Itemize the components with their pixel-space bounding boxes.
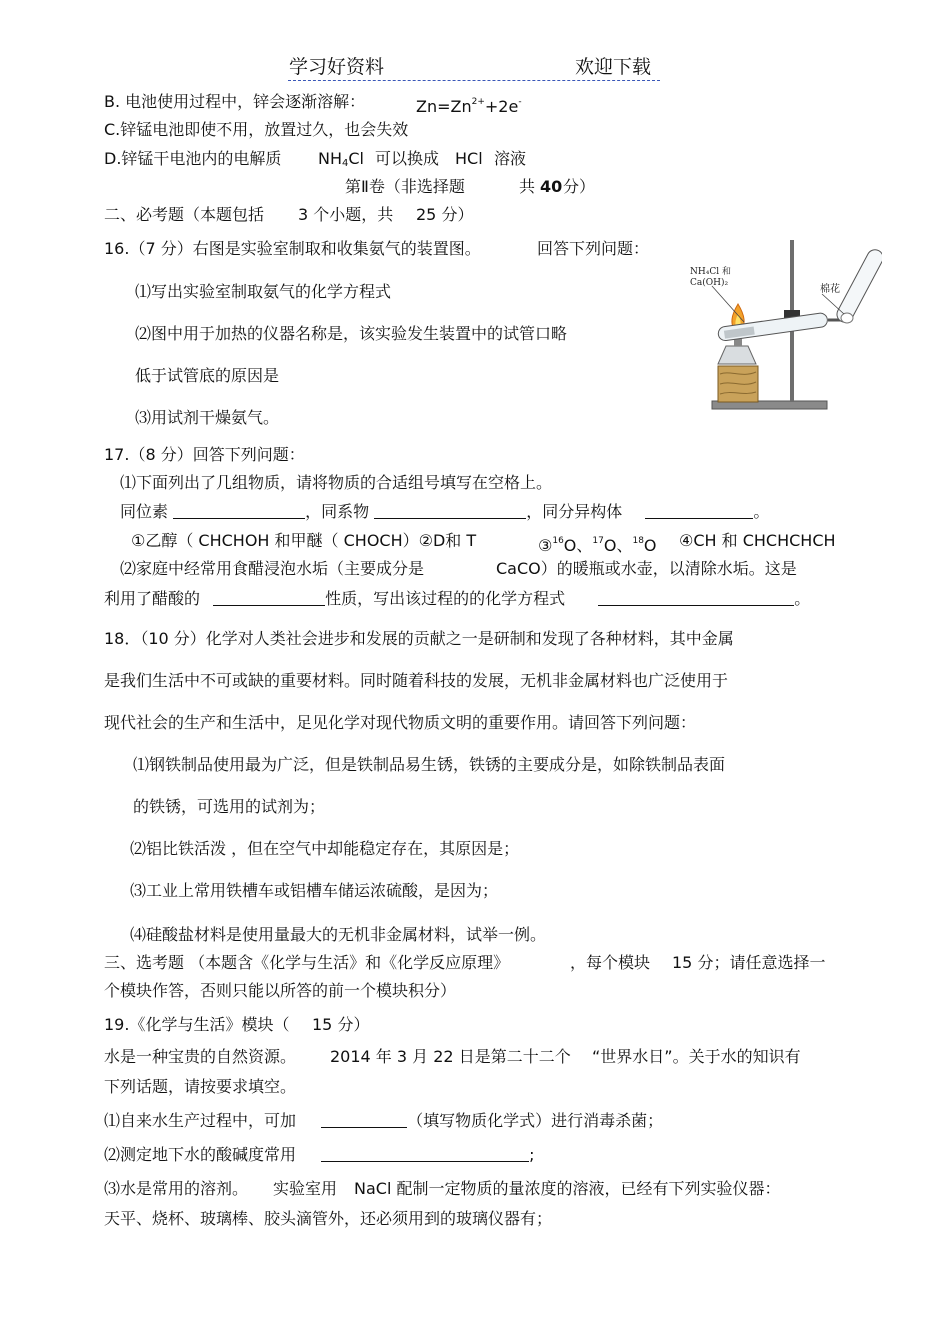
blank-equation[interactable] xyxy=(598,591,794,606)
option-d-hcl: HCl xyxy=(455,149,483,168)
section2-score: 25 分） xyxy=(416,205,474,224)
q16-part1: ⑴写出实验室制取氨气的化学方程式 xyxy=(135,282,392,301)
blank-disinfectant[interactable] xyxy=(321,1113,407,1128)
q17-option-butane: ④CH 和 CHCHCHCH xyxy=(679,531,836,550)
ammonia-apparatus-figure xyxy=(672,236,882,416)
apparatus-drawing xyxy=(672,236,882,416)
blank-isotope[interactable] xyxy=(173,504,305,519)
q17-options: ①乙醇（ CHCHOH 和甲醚（ CHOCH）②D和 T xyxy=(131,531,477,550)
q18-part4: ⑷硅酸盐材料是使用量最大的无机非金属材料，试举一例。 xyxy=(130,925,547,944)
q18-part1-cont: 的铁锈，可选用的试剂为； xyxy=(133,797,326,816)
q18-line1: 18．（10 分）化学对人类社会进步和发展的贡献之一是研制和发现了各种材料，其中金属 xyxy=(104,629,734,648)
q19-part1: ⑴自来水生产过程中，可加 （填写物质化学式）进行消毒杀菌； xyxy=(104,1111,664,1130)
option-d-formula: $NH_4Cl$ xyxy=(318,149,364,169)
header-right: 欢迎下载 xyxy=(575,56,652,78)
q18-line2: 是我们生活中不可或缺的重要材料。同时随着科技的发展，无机非金属材料也广泛使用于 xyxy=(104,671,729,690)
option-d: D.锌锰干电池内的电解质 xyxy=(104,149,282,168)
q19-intro-1: 水是一种宝贵的自然资源。 xyxy=(104,1047,297,1066)
q19-part3: ⑶水是常用的溶剂。 xyxy=(104,1179,249,1198)
q19-part2: ⑵测定地下水的酸碱度常用 ; xyxy=(104,1145,535,1164)
q17-part1: ⑴下面列出了几组物质，请将物质的合适组号填写在空格上。 xyxy=(120,473,553,492)
q16-title: 16.（7 分）右图是实验室制取和收集氨气的装置图。 xyxy=(104,239,481,258)
q19-intro-date: 2014 年 3 月 22 日是第二十二个 xyxy=(330,1047,571,1066)
q16-part3: ⑶用试剂干燥氨气。 xyxy=(135,408,280,427)
q16-prompt: 回答下列问题： xyxy=(537,239,650,258)
option-c: C.锌锰电池即使不用，放置过久，也会失效 xyxy=(104,120,409,139)
q18-part2: ⑵铝比铁活泼 ，但在空气中却能稳定存在，其原因是； xyxy=(130,839,520,858)
option-b: B. 电池使用过程中，锌会逐渐溶解： xyxy=(104,92,366,111)
q19-part3-lab: 实验室用 xyxy=(273,1179,338,1198)
q16-part2-cont: 低于试管底的原因是 xyxy=(135,366,280,385)
header-left: 学习好资料 xyxy=(289,56,385,78)
blank-ph-method[interactable] xyxy=(321,1147,529,1162)
label-reagent-line2: Ca(OH)₂ xyxy=(690,278,729,288)
q18-part1: ⑴钢铁制品使用最为广泛，但是铁制品易生锈，铁锈的主要成分是，如除铁制品表面 xyxy=(133,755,726,774)
q19-part3-nacl: NaCl 配制一定物质的量浓度的溶液，已经有下列实验仪器： xyxy=(354,1179,781,1198)
q19-intro-3: “世界水日”。关于水的知识有 xyxy=(592,1047,801,1066)
section3-heading: 三、选考题 （本题含《化学与生活》和《化学反应原理》 xyxy=(104,953,510,972)
label-cotton: 棉花 xyxy=(820,284,840,295)
header-divider xyxy=(288,80,660,81)
q19-title: 19.《化学与生活》模块（ xyxy=(104,1015,290,1034)
section2-heading: 二、必考题（本题包括 xyxy=(104,205,265,224)
q17-part2-line2: 利用了醋酸的 性质，写出该过程的的化学方程式 。 xyxy=(104,589,811,608)
option-d-text: 可以换成 xyxy=(375,149,440,168)
q17-title: 17.（8 分）回答下列问题： xyxy=(104,445,305,464)
section3-note: 个模块作答，否则只能以所答的前一个模块积分） xyxy=(104,981,457,1000)
q17-part2-cont: CaCO）的暖瓶或水壶，以清除水垢。这是 xyxy=(496,559,797,578)
section3-score: 15 分；请任意选择一 xyxy=(672,953,826,972)
q17-blanks-line: 同位素 ，同系物 ，同分异构体 。 xyxy=(120,502,770,521)
q17-option-oxygen: ③$^{16}$O、$^{17}$O、$^{18}$O xyxy=(538,536,657,555)
q17-part2: ⑵家庭中经常用食醋浸泡水垢（主要成分是 xyxy=(120,559,425,578)
blank-homolog[interactable] xyxy=(374,504,526,519)
part2-title: 第Ⅱ卷（非选择题 xyxy=(345,177,465,196)
section2-count: 3 个小题，共 xyxy=(298,205,394,224)
label-reagent-line1: NH₄Cl 和 xyxy=(690,267,731,277)
section3-each: ，每个模块 xyxy=(570,953,651,972)
q18-line3: 现代社会的生产和生活中，足见化学对现代物质文明的重要作用。请回答下列问题： xyxy=(104,713,697,732)
blank-acid-property[interactable] xyxy=(213,591,325,606)
part2-score: 40 xyxy=(540,177,563,196)
q19-part3-cont: 天平、烧杯、玻璃棒、胶头滴管外，还必须用到的玻璃仪器有； xyxy=(104,1209,553,1228)
q16-part2: ⑵图中用于加热的仪器名称是，该实验发生装置中的试管口略 xyxy=(135,324,568,343)
part2-end: 分） xyxy=(563,177,596,196)
blank-isomer[interactable] xyxy=(645,504,753,519)
q19-intro-2: 下列话题，请按要求填空。 xyxy=(104,1077,297,1096)
q19-score: 15 分） xyxy=(312,1015,370,1034)
option-b-equation: $Zn=Zn^{2+}+2e^-$ xyxy=(416,97,522,116)
q18-part3: ⑶工业上常用铁槽车或铝槽车储运浓硫酸，是因为； xyxy=(130,881,499,900)
part2-gong: 共 xyxy=(519,177,536,196)
option-d-end: 溶液 xyxy=(494,149,527,168)
